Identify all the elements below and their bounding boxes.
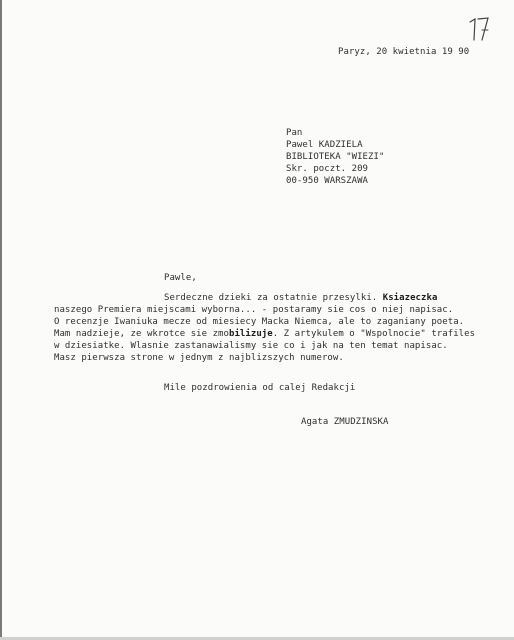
address-line-4: Skr. poczt. 209 xyxy=(286,164,369,174)
body-line-2: naszego Premiera miejscami wyborna... - postaramy sie cos o niej napisac. xyxy=(54,305,454,315)
body-line-3: O recenzje Iwaniuka mecze od miesiecy Macka Niemca, ale to zaganiany poeta. xyxy=(54,317,465,327)
body-line-5: w dziesiatke. Wlasnie zastanawialismy sie co i jak na ten temat napisac. xyxy=(54,341,448,351)
salutation: Pawle, xyxy=(164,273,197,283)
address-line-2: Pawel KADZIELA xyxy=(286,140,363,150)
body-line-6: Masz pierwsza strone w jednym z najblizszych numerow. xyxy=(54,353,344,363)
body-line-4-bold: bilizuje xyxy=(229,329,273,339)
closing-line: Mile pozdrowienia od calej Redakcji xyxy=(164,383,356,393)
address-line-1: Pan xyxy=(286,128,303,138)
signature: Agata ZMUDZINSKA xyxy=(301,417,389,427)
body-line-4-text-a: Mam nadzieje, ze wkrotce sie zmo xyxy=(54,329,229,339)
address-line-5: 00-950 WARSZAWA xyxy=(286,176,369,186)
address-line-3: BIBLIOTEKA "WIEZI" xyxy=(286,152,385,162)
body-line-1-text: Serdeczne dzieki za ostatnie przesylki. xyxy=(164,293,383,303)
date-line: Paryz, 20 kwietnia 19 90 xyxy=(338,47,470,57)
body-line-1 xyxy=(164,292,437,304)
body-line-1-bold: Ksiazeczka xyxy=(382,293,438,303)
page-left-edge xyxy=(0,0,2,640)
body-line-4-text-c: . Z artykulem o "Wspolnocie" trafiles xyxy=(272,329,476,339)
handwritten-page-number xyxy=(468,15,494,43)
body-line-4 xyxy=(54,328,475,340)
